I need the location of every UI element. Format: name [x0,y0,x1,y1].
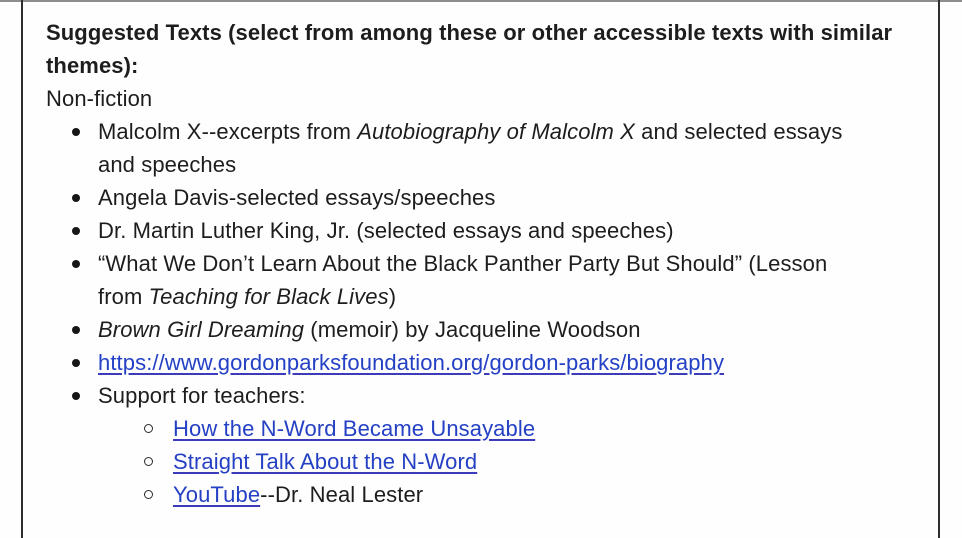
sub-item-straight-talk [23,445,938,478]
sub-item-unsayable [23,412,938,445]
list-item-mlk [23,214,938,247]
bullet-disc-icon [72,392,80,400]
bullet-circle-icon [144,424,153,433]
n-word-unsayable-link[interactable]: How the N-Word Became Unsayable [173,416,536,441]
book-title-brown-girl-dreaming: Brown Girl Dreaming [98,317,305,342]
list-item-gordon-parks-url [23,346,938,379]
list-item-text: Malcolm X--excerpts from [98,119,358,144]
list-item-black-panther-continued [23,280,938,313]
gordon-parks-biography-link[interactable]: https://www.gordonparksfoundation.org/gordon-parks/biography [98,350,725,375]
list-item-malcolm-x-continued: and speeches [98,152,237,177]
neal-lester-text: --Dr. Neal Lester [260,482,424,507]
list-item-text: and selected essays [634,119,843,144]
youtube-link[interactable]: YouTube [173,482,261,507]
list-item-text: Dr. Martin Luther King, Jr. (selected essays and speeches) [98,218,674,243]
list-item-black-panther [23,247,938,280]
list-item-text: Support for teachers: [98,383,306,408]
suggested-texts-cell [21,0,940,538]
list-item-text: from [98,284,149,309]
bullet-disc-icon [72,359,80,367]
non-fiction-label: Non-fiction [46,86,153,111]
suggested-texts-heading-line-1: Suggested Texts (select from among these or other accessible texts with similar [46,20,893,45]
bullet-disc-icon [72,194,80,202]
bullet-disc-icon [72,260,80,268]
list-item-text: ) [388,284,397,309]
list-item-angela-davis [23,181,938,214]
list-item-text: (memoir) by Jacqueline Woodson [304,317,641,342]
bullet-circle-icon [144,490,153,499]
list-item-text: “What We Don’t Learn About the Black Panther Party But Should” (Lesson [98,251,828,276]
bullet-disc-icon [72,128,80,136]
straight-talk-n-word-link[interactable]: Straight Talk About the N-Word [173,449,478,474]
list-item-text: Angela Davis-selected essays/speeches [98,185,496,210]
list-item-brown-girl-dreaming [23,313,938,346]
bullet-disc-icon [72,326,80,334]
bullet-circle-icon [144,457,153,466]
book-title-teaching-for-black-lives: Teaching for Black Lives [148,284,389,309]
book-title-autobiography: Autobiography of Malcolm X [357,119,635,144]
list-item-malcolm-x [23,115,938,148]
sub-item-youtube [23,478,938,511]
bullet-disc-icon [72,227,80,235]
list-item-support-for-teachers [23,379,938,412]
suggested-texts-heading-line-2: themes): [46,53,139,78]
